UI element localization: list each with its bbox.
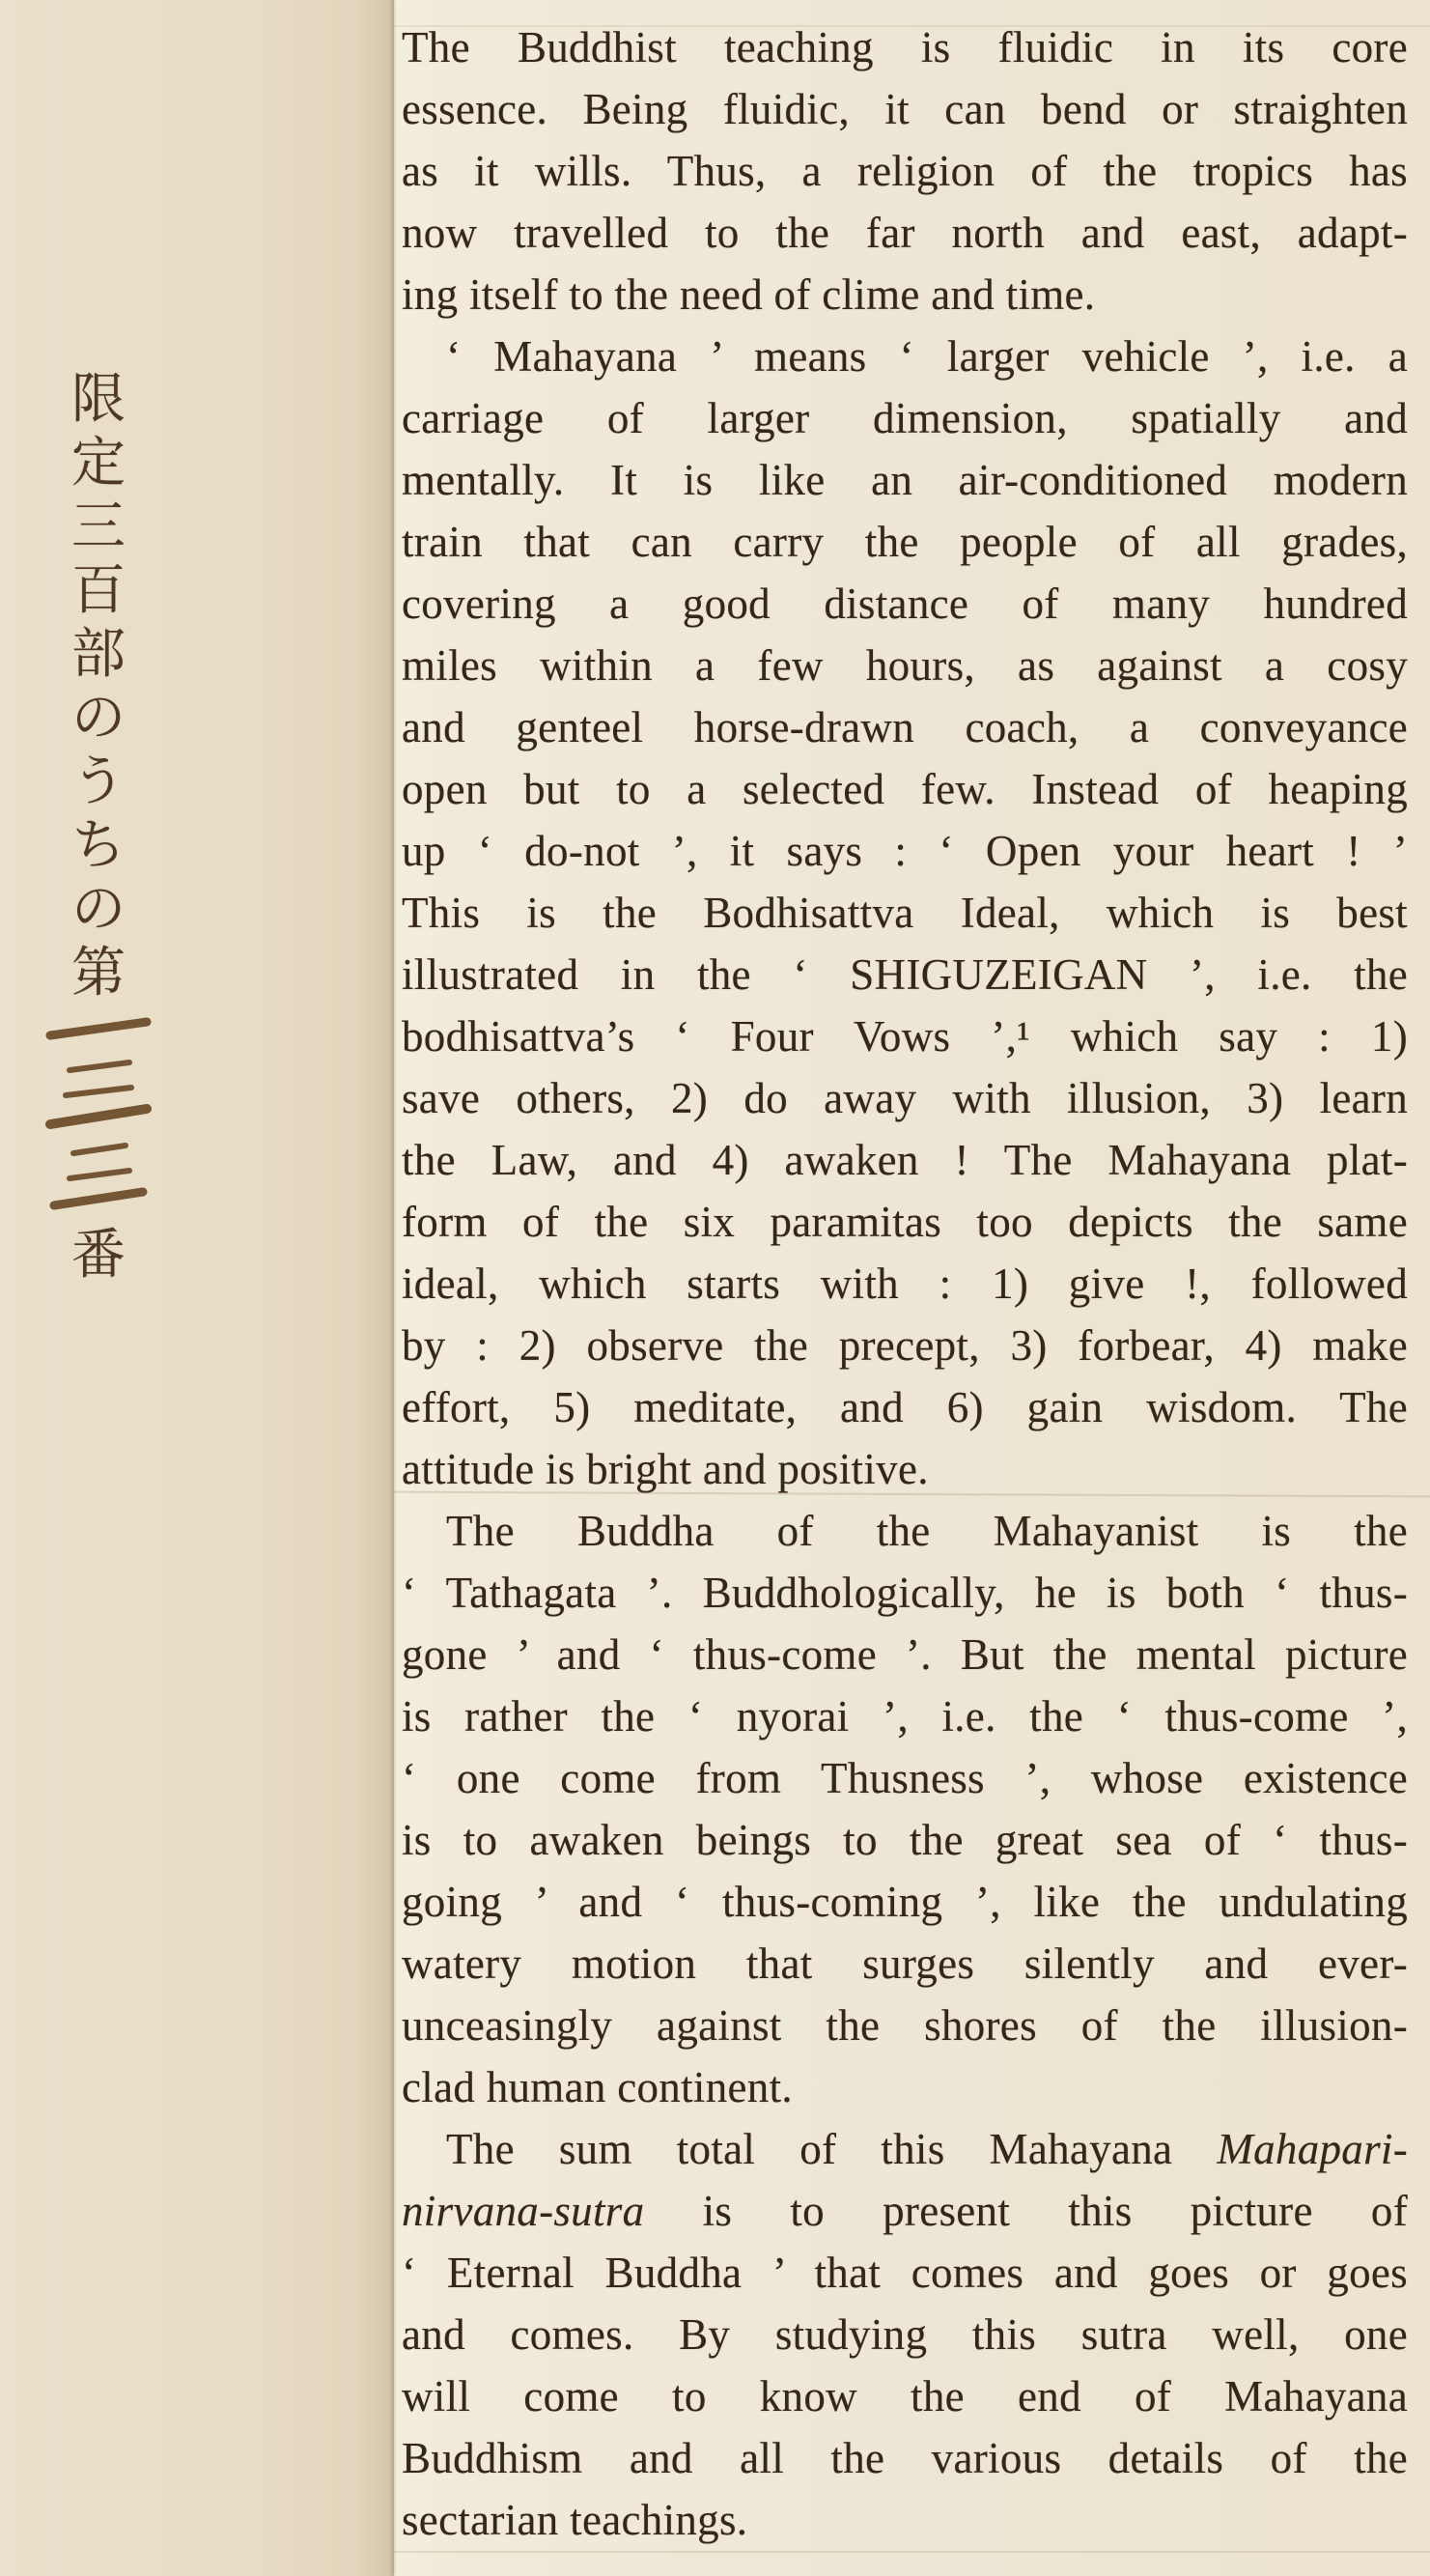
text-line: effort, 5) meditate, and 6) gain wisdom. The: [402, 1383, 1408, 1431]
text-line: watery motion that surges silently and ever-: [402, 1939, 1408, 1988]
colophon-column: [48, 363, 149, 1287]
text-line: sectarian teachings.: [402, 2496, 748, 2544]
text-line: will come to know the end of Mahayana: [402, 2372, 1408, 2420]
text-line: up ‘ do-not ’, it says : ‘ Open your heart ! ’: [402, 827, 1408, 875]
text-line: clad human continent.: [402, 2063, 793, 2111]
text-line: miles within a few hours, as against a cosy: [402, 641, 1408, 690]
text-line: covering a good distance of many hundred: [402, 580, 1408, 628]
paragraph: [402, 326, 1408, 1500]
text-line: bodhisattva’s ‘ Four Vows ’,¹ which say : 1): [402, 1012, 1408, 1061]
text-line: The sum total of this Mahayana Mahapari-: [446, 2125, 1408, 2173]
paragraph: [402, 2118, 1408, 2551]
text-line: going ’ and ‘ thus-coming ’, like the undulating: [402, 1878, 1408, 1926]
kanji-char: の: [71, 687, 126, 750]
text-line: nirvana-sutra is to present this picture of: [402, 2187, 1408, 2235]
kanji-char: 限: [71, 368, 126, 431]
text-line: attitude is bright and positive.: [402, 1445, 929, 1493]
text-line: This is the Bodhisattva Ideal, which is best: [402, 889, 1408, 937]
text-line: now travelled to the far north and east, adapt-: [402, 209, 1408, 257]
kanji-char: う: [71, 750, 126, 813]
sheet-seam: [391, 0, 395, 2576]
text-line: ‘ Eternal Buddha ’ that comes and goes or goes: [402, 2249, 1408, 2297]
kanji-char: ち: [71, 814, 126, 877]
paragraph: [402, 1500, 1408, 2118]
text-line: and comes. By studying this sutra well, one: [402, 2310, 1408, 2359]
text-line: ‘ one come from Thusness ’, whose existence: [402, 1754, 1408, 1802]
kanji-char: 百: [71, 559, 126, 622]
text-line: illustrated in the ‘ SHIGUZEIGAN ’, i.e. the: [402, 950, 1408, 999]
text-block: [402, 16, 1408, 2551]
handwritten-numeral: [44, 1001, 153, 1057]
kanji-char: 三: [71, 495, 126, 558]
kanji-char: 定: [71, 432, 126, 495]
text-line: mentally. It is like an air-conditioned modern: [402, 456, 1408, 504]
text-line: is to awaken beings to the great sea of ‘ thus-: [402, 1816, 1408, 1864]
text-line: ideal, which starts with : 1) give !, followed: [402, 1260, 1408, 1308]
text-line: gone ’ and ‘ thus-come ’. But the mental picture: [402, 1630, 1408, 1679]
text-line: the Law, and 4) awaken ! The Mahayana plat-: [402, 1136, 1408, 1184]
text-line: ‘ Mahayana ’ means ‘ larger vehicle ’, i.e. a: [446, 332, 1408, 381]
text-line: save others, 2) do away with illusion, 3) learn: [402, 1074, 1408, 1122]
text-line: as it wills. Thus, a religion of the tropics has: [402, 147, 1408, 195]
text-line: Buddhism and all the various details of the: [402, 2434, 1408, 2482]
text-line: The Buddhist teaching is fluidic in its core: [402, 23, 1408, 71]
text-line: and genteel horse-drawn coach, a conveyance: [402, 703, 1408, 751]
handwritten-numeral: [44, 1057, 153, 1138]
text-line: by : 2) observe the precept, 3) forbear, 4) make: [402, 1321, 1408, 1370]
text-line: carriage of larger dimension, spatially and: [402, 394, 1408, 442]
paragraph: [402, 16, 1408, 326]
kanji-char: 部: [71, 623, 126, 686]
text-line: ‘ Tathagata ’. Buddhologically, he is both ‘ thus-: [402, 1569, 1408, 1617]
kanji-char: 第: [71, 942, 126, 1005]
text-line: open but to a selected few. Instead of heaping: [402, 765, 1408, 813]
text-line: The Buddha of the Mahayanist is the: [446, 1507, 1408, 1555]
text-line: train that can carry the people of all grades,: [402, 518, 1408, 566]
text-line: form of the six paramitas too depicts the same: [402, 1198, 1408, 1246]
kanji-char: の: [71, 878, 126, 941]
kanji-char: 番: [71, 1224, 126, 1287]
handwritten-numeral: [44, 1138, 153, 1219]
text-line: ing itself to the need of clime and time.: [402, 270, 1096, 319]
text-line: is rather the ‘ nyorai ’, i.e. the ‘ thus-come ’,: [402, 1692, 1408, 1741]
text-line: essence. Being fluidic, it can bend or straighten: [402, 85, 1408, 133]
text-line: unceasingly against the shores of the illusion-: [402, 2001, 1408, 2050]
